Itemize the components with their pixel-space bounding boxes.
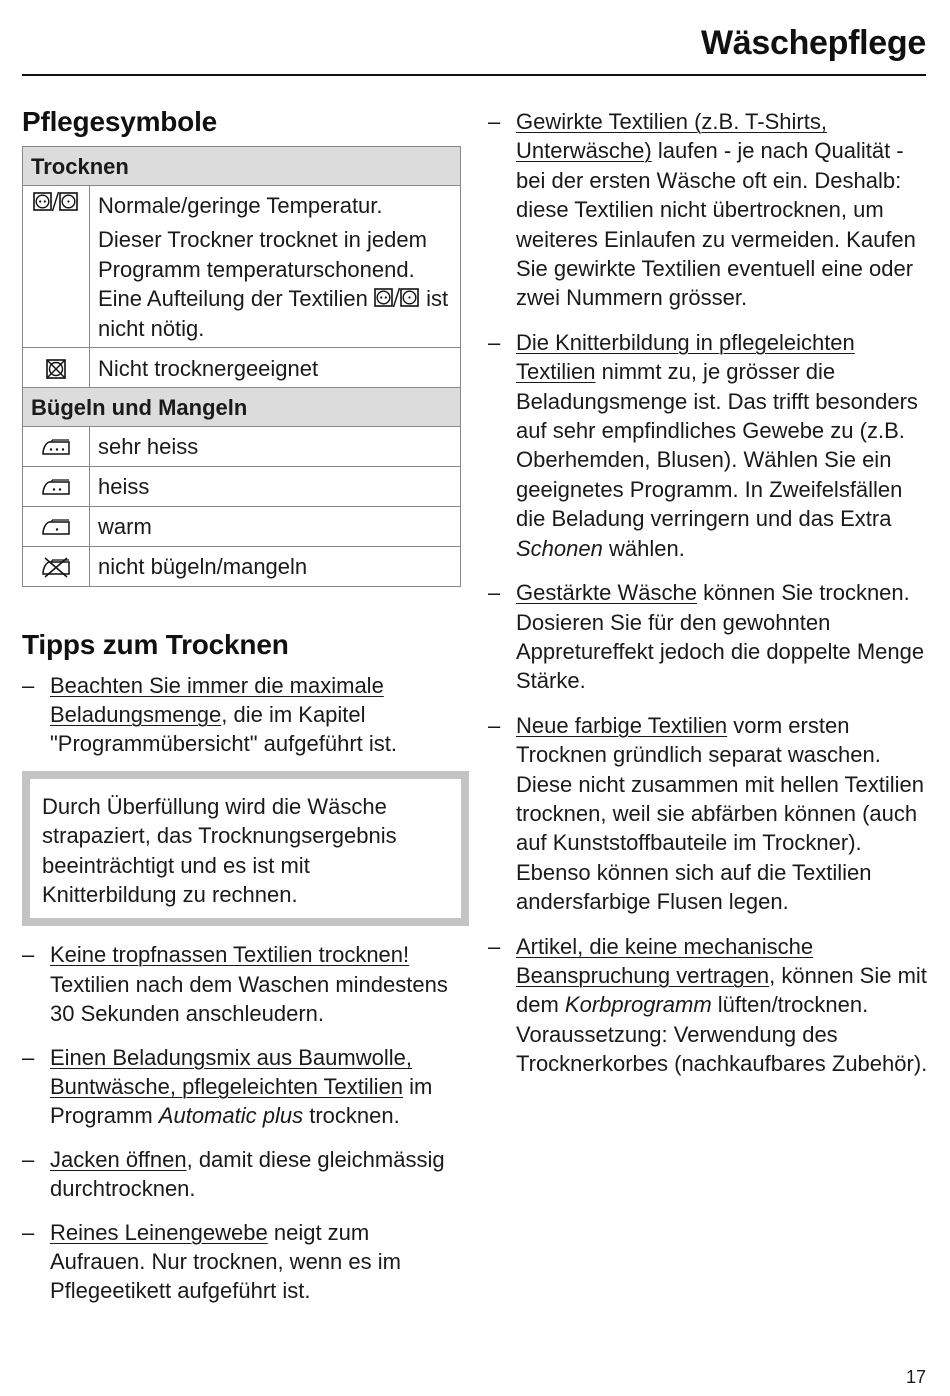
- dash-marker: –: [22, 942, 35, 968]
- list-item: [488, 328, 932, 563]
- note-text-before: Dieser Trockner trocknet in jedem Programm temperaturschonend. Eine Aufteilung der Textilien: [98, 227, 427, 311]
- item-emphasis: Korbprogramm: [564, 992, 712, 1018]
- tipps-list-bottom: [22, 940, 462, 1305]
- warm-text: warm: [90, 506, 461, 546]
- item-underlined: Reines Leinengewebe: [50, 1219, 268, 1245]
- item-text: , können Sie mit dem: [516, 962, 927, 1018]
- trocknen-normal-text: [90, 185, 461, 348]
- note-text-after: ist nicht nötig.: [98, 286, 449, 341]
- item-text: im Programm: [50, 1073, 433, 1129]
- item-emphasis: Schonen: [516, 535, 603, 561]
- tipps-list-top: [22, 671, 462, 759]
- list-item: [22, 940, 462, 1028]
- item-emphasis: Automatic plus: [158, 1103, 304, 1129]
- item-underlined: Gewirkte Textilien (z.B. T-Shirts, Unterwäsche): [516, 109, 827, 164]
- list-item: [488, 578, 932, 696]
- do-not-tumble-dry-icon: [23, 348, 90, 388]
- tipps-heading: Tipps zum Trocknen: [22, 628, 289, 660]
- iron-three-dots-icon: [23, 426, 90, 466]
- pflegesymbole-heading: Pflegesymbole: [22, 106, 218, 137]
- item-text: vorm ersten Trocknen gründlich separat waschen. Diese nicht zusammen mit hellen Textilien trocknen, weil sie abfärben können (auch auf Kunststoffbauteile im Trockner). Ebenso können sich auf die Textilien andersfarbige Flusen legen.: [516, 712, 924, 915]
- item-text: können Sie trocknen. Dosieren Sie für den gewohnten Appretureffekt jedoch die doppelte Menge Stärke.: [516, 580, 925, 694]
- tumble-dry-inline-icon: [374, 286, 420, 311]
- list-item: [488, 932, 932, 1079]
- item-underlined: Beachten Sie immer die maximale Beladungsmenge: [50, 672, 384, 727]
- item-underlined: Einen Beladungsmix aus Baumwolle, Buntwäsche, pflegeleichten Textilien: [50, 1044, 412, 1099]
- buegeln-header: Bügeln und Mangeln: [23, 388, 461, 427]
- list-item: [488, 107, 932, 313]
- dash-marker: –: [488, 712, 501, 738]
- right-column: [488, 107, 932, 1079]
- sehr-heiss-text: sehr heiss: [90, 426, 461, 466]
- iron-two-dots-icon: [23, 466, 90, 506]
- do-not-iron-icon: [23, 546, 90, 586]
- item-underlined: Artikel, die keine mechanische Beanspruchung vertragen: [516, 933, 814, 988]
- item-underlined: Neue farbige Textilien: [516, 712, 728, 738]
- trocknen-normal-label: Normale/geringe Temperatur.: [98, 192, 383, 218]
- dash-marker: –: [488, 933, 501, 959]
- item-text: Textilien nach dem Waschen mindestens 30 Sekunden anschleudern.: [50, 971, 448, 1027]
- dash-marker: –: [488, 109, 501, 134]
- item-underlined: Gestärkte Wäsche: [516, 580, 697, 606]
- dash-marker: –: [488, 580, 501, 606]
- item-text: lüften/trocknen. Voraussetzung: Verwendung des Trocknerkorbes (nachkaufbares Zubehör).: [516, 992, 928, 1077]
- item-underlined: Keine tropfnassen Textilien trocknen!: [50, 942, 410, 968]
- item-text: , die im Kapitel "Programmübersicht" aufgeführt ist.: [50, 701, 397, 757]
- tumble-dry-normal-low-icon: [23, 185, 90, 348]
- trocknen-normal-note: [98, 225, 454, 343]
- trocknen-header: Trocknen: [23, 147, 461, 186]
- item-text: nimmt zu, je grösser die Beladungsmenge ist. Das trifft besonders auf sehr empfindliches Gewebe zu (z.B. Oberhemden, Blusen). Wählen Sie ein geeignetes Programm. In Zweifelsfällen die Beladung verringern und das Extra: [516, 359, 918, 532]
- item-text: trocknen.: [303, 1103, 400, 1129]
- nicht-buegeln-text: nicht bügeln/mangeln: [90, 546, 461, 586]
- warning-box: Durch Überfüllung wird die Wäsche strapaziert, das Trocknungsergebnis beeinträchtigt und es ist mit Knitterbildung zu rechnen.: [22, 771, 469, 927]
- iron-one-dot-icon: [23, 506, 90, 546]
- dash-marker: –: [22, 1146, 35, 1172]
- item-text: laufen - je nach Qualität - bei der ersten Wäsche oft ein. Deshalb: diese Textilien nicht übertrocknen, um weiteres Einlaufen zu vermeiden. Kaufen Sie gewirkte Textilien eventuell eine oder zwei Nummern grösser.: [516, 138, 916, 311]
- list-item: [22, 1145, 462, 1204]
- page-header-title: Wäschepflege: [700, 24, 926, 62]
- list-item: [488, 711, 932, 917]
- care-symbols-table: [22, 146, 461, 587]
- item-text: neigt zum Aufrauen. Nur trocknen, wenn es im Pflegeetikett aufgeführt ist.: [50, 1219, 401, 1304]
- dash-marker: –: [22, 672, 35, 698]
- dash-marker: –: [488, 329, 501, 355]
- list-item: [22, 1043, 462, 1131]
- item-underlined: Jacken öffnen: [50, 1146, 187, 1172]
- heiss-text: heiss: [90, 466, 461, 506]
- header-rule: [22, 74, 926, 76]
- dash-marker: –: [22, 1219, 35, 1245]
- list-item: [22, 1218, 462, 1306]
- tipps-list-right: [488, 107, 932, 1079]
- left-column: [22, 100, 462, 1306]
- page-number: 17: [905, 1367, 926, 1387]
- item-text: wählen.: [602, 535, 685, 561]
- item-text: , damit diese gleichmässig durchtrocknen.: [50, 1146, 445, 1202]
- nicht-trocknergeeignet-text: Nicht trocknergeeignet: [90, 348, 461, 388]
- dash-marker: –: [22, 1044, 35, 1070]
- list-item: [22, 671, 462, 759]
- item-underlined: Die Knitterbildung in pflegeleichten Textilien: [516, 329, 855, 385]
